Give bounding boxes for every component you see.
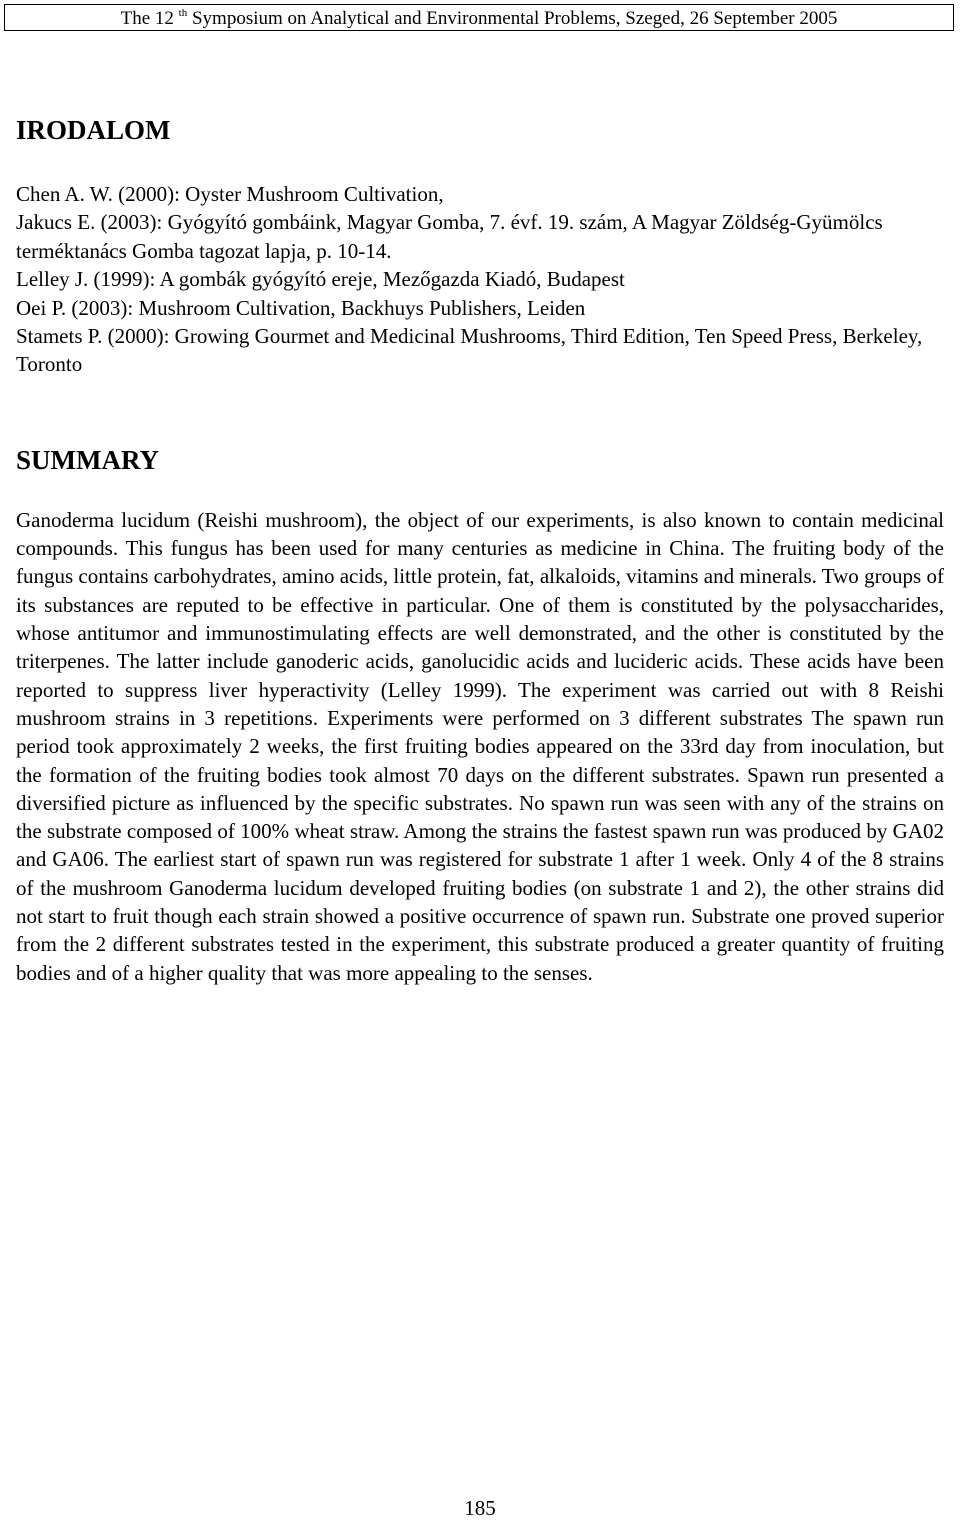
header-prefix: The 12	[120, 8, 174, 29]
page-number: 185	[464, 1496, 496, 1520]
summary-heading: SUMMARY	[16, 444, 160, 475]
summary-paragraph: Ganoderma lucidum (Reishi mushroom), the object of our experiments, is also known to contain medicinal compounds. This fungus has been used for many centuries as medicine in China. The fruiting body of the fungus contains carbohydrates, amino acids, little protein, fat, alkaloids, vitamins and minerals. Two groups of its substances are reputed to be effective in particular. One of them is constituted by the polysaccharides, whose antitumor and immunostimulating effects are well demonstrated, and the other is constituted by the triterpenes. The latter include ganoderic acids, ganolucidic acids and lucideric acids. These acids have been reported to suppress liver hyperactivity (Lelley 1999). The experiment was carried out with 8 Reishi mushroom strains in 3 repetitions. Experiments were performed on 3 different substrates The spawn run period took approximately 2 weeks, the first fruiting bodies appeared on the 33rd day from inoculation, but the formation of the fruiting bodies took almost 70 days on the different substrates. Spawn run presented a diversified picture as influenced by the specific substrates. No spawn run was seen with any of the strains on the substrate composed of 100% wheat straw. Among the strains the fastest spawn run was produced by GA02 and GA06. The earliest start of spawn run was registered for substrate 1 after 1 week. Only 4 of the 8 strains of the mushroom Ganoderma lucidum developed fruiting bodies (on substrate 1 and 2), the other strains did not start to fruit though each strain showed a positive occurrence of spawn run. Substrate one proved superior from the 2 different substrates tested in the experiment, this substrate produced a greater quantity of fruiting bodies and of a higher quality that was more appealing to the senses.	[16, 507, 944, 985]
reference-item: Oei P. (2003): Mushroom Cultivation, Backhuys Publishers, Leiden	[16, 295, 586, 320]
reference-list	[16, 180, 944, 379]
reference-item: Chen A. W. (2000): Oyster Mushroom Cultivation,	[16, 182, 444, 206]
header-suffix: Symposium on Analytical and Environmental Problems, Szeged, 26 September 2005	[191, 8, 838, 29]
header-superscript: th	[178, 7, 188, 19]
page-content	[16, 108, 944, 1008]
reference-item: Stamets P. (2000): Growing Gourmet and Medicinal Mushrooms, Third Edition, Ten Speed Press, Berkeley, Toronto	[16, 324, 923, 377]
irodalom-heading: IRODALOM	[16, 115, 171, 145]
reference-item: Lelley J. (1999): A gombák gyógyító ereje, Mezőgazda Kiadó, Budapest	[16, 267, 625, 292]
running-header	[4, 4, 954, 31]
reference-item: Jakucs E. (2003): Gyógyító gombáink, Magyar Gomba, 7. évf. 19. szám, A Magyar Zöldség-Gyümölcs terméktanács Gomba tagozat lapja, p. 10-14.	[16, 210, 883, 263]
